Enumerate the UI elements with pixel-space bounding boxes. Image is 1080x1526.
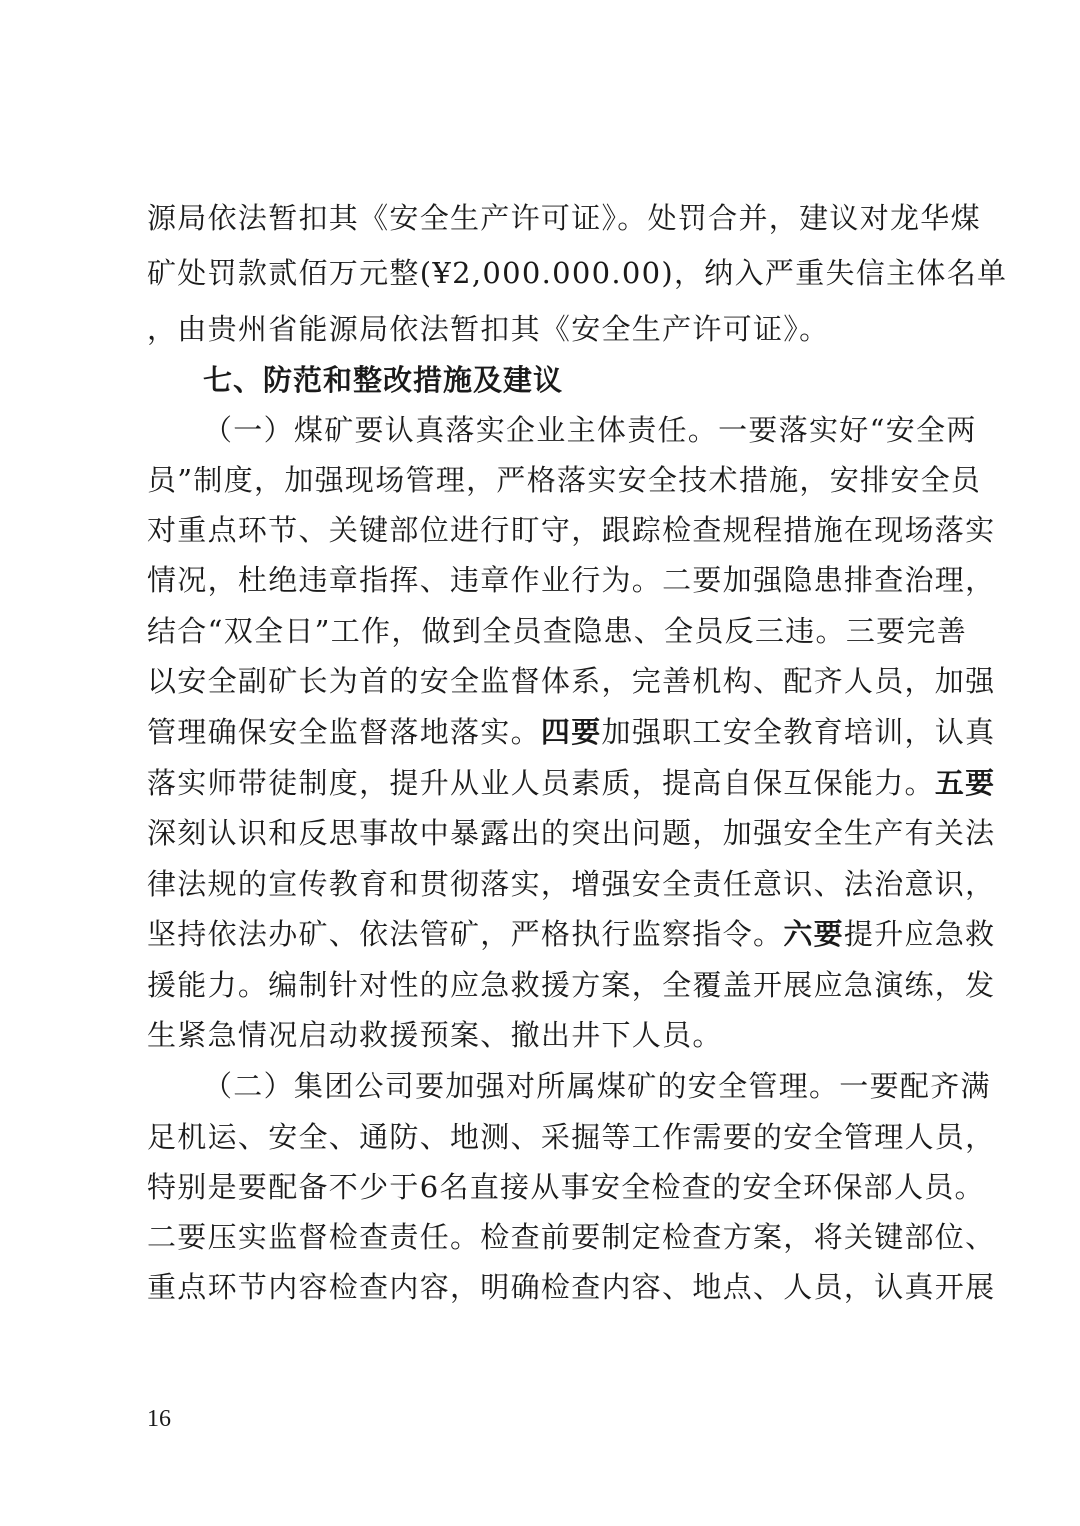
body-line: 结合“双全日”工作，做到全员查隐患、全员反三违。三要完善: [147, 614, 968, 648]
text-run: 管理确保安全监督落地落实。: [147, 715, 541, 749]
text-run: 落实师带徒制度，提升从业人员素质，提高自保互保能力。: [147, 766, 935, 800]
body-line: 律法规的宣传教育和贯彻落实，增强安全责任意识、法治意识，: [147, 867, 996, 901]
body-line: 援能力。编制针对性的应急救援方案，全覆盖开展应急演练，发: [147, 968, 996, 1002]
body-line: 矿处罚款贰佰万元整(¥2,000.000.00)，纳入严重失信主体名单: [147, 256, 1008, 290]
section-heading: 七、防范和整改措施及建议: [203, 363, 564, 397]
emphasis-run: 四要: [540, 715, 602, 749]
body-line: 源局依法暂扣其《安全生产许可证》。处罚合并，建议对龙华煤: [147, 201, 981, 235]
text-run: 提升应急救: [843, 917, 996, 951]
page-number: 16: [147, 1406, 171, 1432]
text-run: 加强职工安全教育培训，认真: [601, 715, 996, 749]
body-line: 特别是要配备不少于6名直接从事安全检查的安全环保部人员。: [147, 1170, 985, 1204]
body-line: 二要压实监督检查责任。检查前要制定检查方案，将关键部位、: [147, 1220, 996, 1254]
subsection-lead-line: （一）煤矿要认真落实企业主体责任。一要落实好“安全两: [203, 413, 977, 447]
body-line: 情况，杜绝违章指挥、违章作业行为。二要加强隐患排查治理，: [147, 563, 996, 597]
body-line: 员”制度，加强现场管理，严格落实安全技术措施，安排安全员: [147, 463, 982, 497]
body-line: 重点环节内容检查内容，明确检查内容、地点、人员，认真开展: [147, 1270, 996, 1304]
body-line: ，由贵州省能源局依法暂扣其《安全生产许可证》。: [147, 312, 830, 346]
body-line: 足机运、安全、通防、地测、采掘等工作需要的安全管理人员，: [147, 1120, 996, 1154]
subsection-lead-line: （二）集团公司要加强对所属煤矿的安全管理。一要配齐满: [203, 1069, 991, 1103]
body-line: 对重点环节、关键部位进行盯守，跟踪检查规程措施在现场落实: [147, 513, 996, 547]
emphasis-run: 五要: [934, 766, 996, 800]
text-run: 坚持依法办矿、依法管矿，严格执行监察指令。: [147, 917, 784, 951]
body-line: [147, 763, 996, 803]
emphasis-run: 六要: [783, 917, 844, 951]
body-line: 生紧急情况启动救援预案、撤出井下人员。: [147, 1018, 723, 1052]
body-line: [147, 712, 996, 752]
body-line: 以安全副矿长为首的安全监督体系，完善机构、配齐人员，加强: [147, 664, 996, 698]
body-line: [147, 914, 996, 954]
body-line: 深刻认识和反思事故中暴露出的突出问题，加强安全生产有关法: [147, 816, 996, 850]
